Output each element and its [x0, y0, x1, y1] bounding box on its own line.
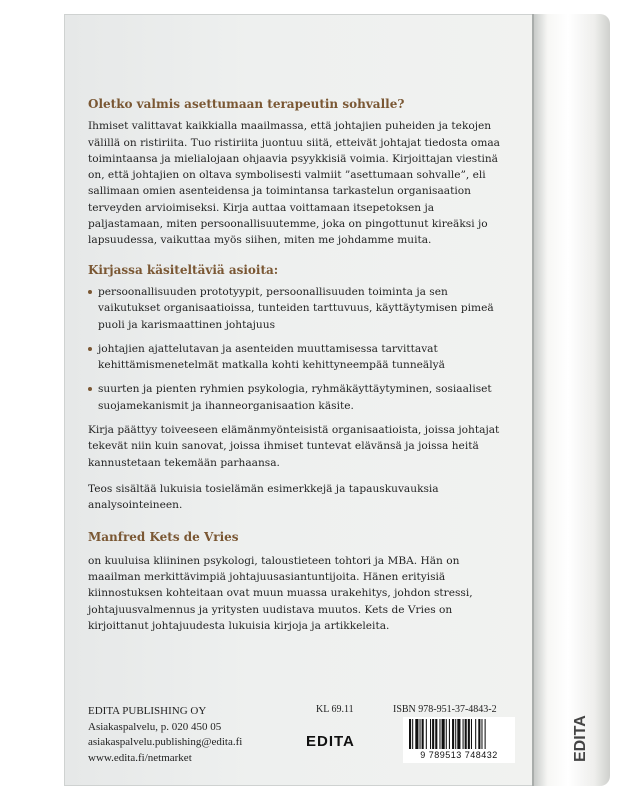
author-bio: on kuuluisa kliininen psykologi, taloustieteen tohtori ja MBA. Hän on maailman merkittävimpiä johtajuusasiantuntijoita. Hänen erityisiä kiinnostuksen kohteitaan ovat muun muassa urakehitys, johdon stressi, johtajuusvalmennus ja yritysten uudistava muutos. Kets de Vries on kirjoittanut johtajuudesta lukuisia kirjoja ja artikkeleita.: [88, 554, 473, 633]
barcode-bar: [422, 719, 424, 749]
cases-paragraph: Teos sisältää lukuisia tosielämän esimerkkejä ja tapauskuvauksia analysointeineen.: [88, 482, 439, 512]
bullet-icon: [88, 387, 92, 391]
barcode-bar: [465, 719, 467, 749]
barcode-bar: [426, 719, 427, 749]
book: [64, 14, 610, 786]
bullet-icon: [88, 290, 92, 294]
barcode-bar: [485, 719, 486, 749]
publisher-phone: Asiakaspalvelu, p. 020 450 05: [88, 720, 222, 733]
list-item: [88, 341, 508, 374]
topic-text: persoonallisuuden prototyypit, persoonallisuuden toiminta ja sen vaikutukset organisaatioissa, tunteiden tarttuvuus, käyttäytymisen pimeä puoli ja karismaattinen johtajuus: [98, 285, 494, 331]
intro-heading: Oletko valmis asettumaan terapeutin sohvalle?: [88, 97, 405, 111]
barcode-bar: [478, 719, 480, 749]
barcode-bar: [409, 719, 411, 749]
publisher-web: www.edita.fi/netmarket: [88, 751, 192, 764]
barcode-bar: [432, 719, 434, 749]
barcode-bar: [449, 719, 450, 749]
list-item: [88, 284, 508, 333]
barcode-bar: [455, 719, 456, 749]
topics-list: [88, 284, 508, 414]
barcode-bar: [415, 719, 418, 749]
closing-paragraph: Kirja päättyy toiveeseen elämänmyönteisistä organisaatioista, joissa johtajat tekevät niin kuin sanovat, joissa ihmiset tuntevat elävänsä ja joissa heitä kannustetaan tekemään parhaansa.: [88, 424, 500, 469]
barcode-bar: [452, 719, 454, 749]
barcode-bar: [412, 719, 413, 749]
barcode-bar: [457, 719, 460, 749]
spine-logo: EDITA: [572, 715, 589, 762]
topics-heading: Kirjassa käsiteltäviä asioita:: [88, 262, 279, 277]
barcode-bar: [439, 719, 440, 749]
barcode-bar: [471, 719, 472, 749]
barcode-bar: [463, 719, 464, 749]
cover-footer: [88, 704, 518, 764]
barcode-bar: [475, 719, 476, 749]
author-name: Manfred Kets de Vries: [88, 529, 239, 544]
publisher-name: EDITA PUBLISHING OY: [88, 705, 207, 717]
topic-text: johtajien ajattelutavan ja asenteiden muuttamisessa tarvittavat kehittämismenetelmät matkalla kohti kehittyneempää tunneälyä: [98, 342, 445, 372]
barcode-bar: [481, 719, 482, 749]
edita-logo: EDITA: [306, 733, 355, 750]
cover-text: [88, 96, 508, 634]
list-item: [88, 381, 508, 414]
barcode-bar: [468, 719, 470, 749]
barcode-bar: [430, 719, 431, 749]
intro-paragraph: Ihmiset valittavat kaikkialla maailmassa, että johtajien puheiden ja tekojen välillä on ristiriita. Tuo ristiriita juontuu siitä, etteivät johtajat tiedosta omaa toimintaansa ja mielialojaan ohjaavia psyykkisiä voimia. Kirjoittajan viestinä on, että johtajien on oltava symbolisesti valmiit ”asettumaan sohvalle”, eli sallimaan omien asenteidensa ja toimintansa tarkastelun organisaation terveyden arvioimiseksi. Kirja auttaa voittamaan itsepetoksen ja paljastamaan, miten persoonallisuutemme, joka on pingottunut kireäksi jo lapsuudessa, vaikuttaa myös siihen, miten me johdamme muita.: [88, 120, 500, 247]
topic-text: suurten ja pienten ryhmien psykologia, ryhmäkäyttäytyminen, sosiaaliset suojamekanismit ja ihanneorganisaation käsite.: [98, 383, 492, 412]
publisher-email: asiakaspalvelu.publishing@edita.fi: [88, 736, 243, 748]
spine: [534, 14, 610, 786]
isbn-label: ISBN 978-951-37-4843-2: [393, 704, 497, 715]
barcode-bar: [442, 719, 445, 749]
barcode-bar: [420, 719, 421, 749]
back-cover: [64, 14, 534, 786]
barcode: [403, 717, 515, 763]
barcode-digits: 9 789513 748432: [420, 750, 498, 760]
bullet-icon: [88, 347, 92, 351]
barcode-bar: [435, 719, 437, 749]
classification-code: KL 69.11: [316, 704, 354, 715]
publisher-info: [88, 704, 242, 766]
barcode-bar: [446, 719, 447, 749]
barcode-bars-icon: [403, 717, 515, 751]
